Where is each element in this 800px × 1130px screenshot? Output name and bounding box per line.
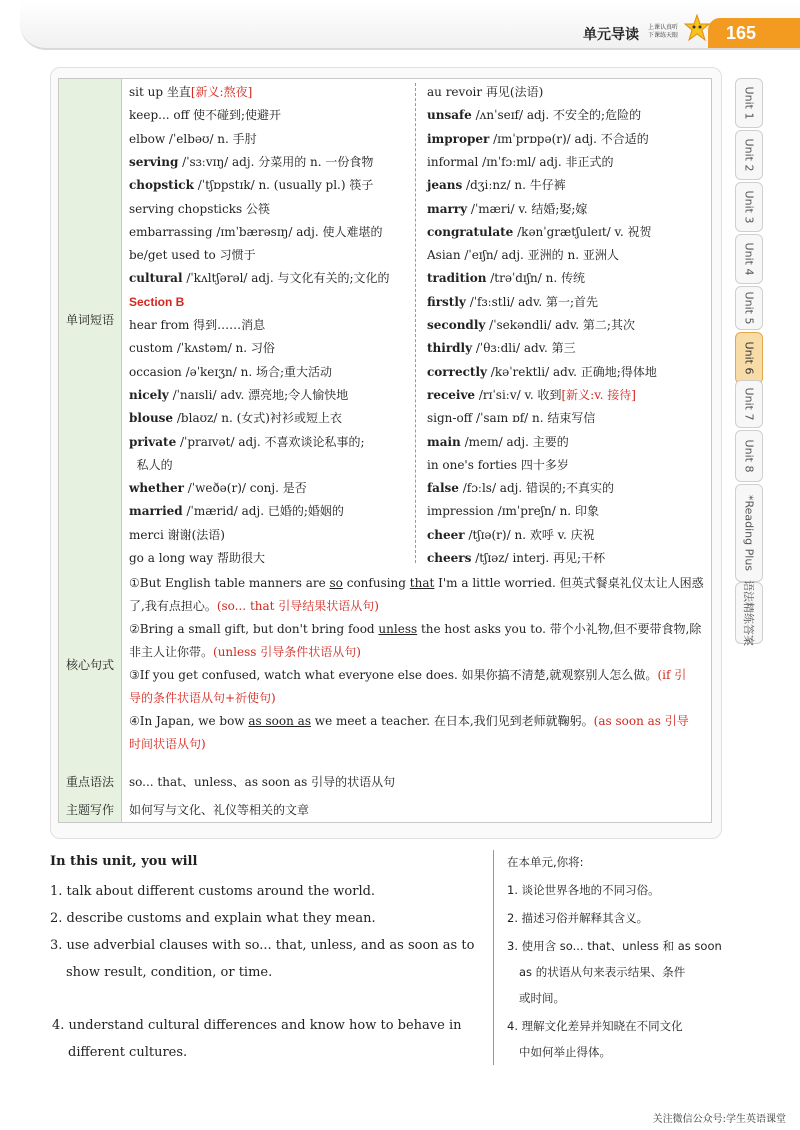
vocab-entry [427, 551, 605, 565]
entry-text: serving chopsticks 公筷 [129, 201, 270, 216]
entry-text: /ˈfɜːstli/ adv. 第一;首先 [465, 294, 599, 309]
entry-text: 私人的 [136, 457, 173, 472]
goal-item: 1. talk about different customs around the world. [50, 884, 376, 899]
entry-text: /ˈmærid/ adj. 已婚的;婚姻的 [182, 504, 344, 519]
vocab-entry [427, 341, 576, 355]
goal-item: 4. understand cultural differences and know how to behave in [52, 1018, 462, 1033]
vocab-entry [427, 178, 566, 192]
section-label-cell [59, 766, 122, 794]
entry-text: /tʃɪə(r)/ n. 欢呼 v. 庆祝 [464, 527, 595, 542]
vocab-entry [129, 202, 270, 216]
vocab-entry [427, 458, 569, 472]
sentence-segment: so [329, 576, 343, 590]
entry-text: /ˈpraɪvət/ adj. 不喜欢谈论私事的; [176, 434, 365, 449]
tab-unit[interactable] [735, 286, 763, 330]
motto-line: 下课练天眼 [648, 32, 679, 39]
entry-text: /kənˈgrætʃuleɪt/ v. 祝贺 [513, 224, 652, 239]
entry-headword: private [129, 434, 177, 449]
tab-label: 语法精练答案 [742, 580, 755, 646]
vocab-entry [427, 202, 587, 216]
sentence-segment: that [409, 576, 435, 590]
entry-headword: secondly [427, 318, 486, 332]
vocab-entry [129, 481, 307, 495]
vocab-entry [427, 435, 569, 449]
entry-text: /fɔːls/ adj. 错误的;不真实的 [458, 481, 615, 496]
entry-headword: marry [427, 201, 468, 216]
sentence-segment: 了,我有点担心。 [129, 599, 217, 613]
sentence-line [129, 576, 704, 590]
entry-headword: cultural [129, 271, 183, 286]
vocab-entry [427, 85, 543, 99]
sentence-line [129, 668, 686, 682]
vocab-entry [427, 132, 649, 146]
goal-item: 2. describe customs and explain what they mean. [50, 911, 376, 926]
entry-headword: unsafe [427, 108, 472, 123]
vocab-entry [129, 85, 252, 99]
vocab-entry [129, 551, 265, 565]
tab-unit[interactable] [735, 380, 763, 428]
sentence-line [129, 691, 276, 705]
goals-heading-cn: 在本单元,你将: [507, 855, 584, 869]
vocab-entry [427, 528, 595, 542]
footer-note: 关注微信公众号:学生英语课堂 [652, 1114, 786, 1125]
goal-item: different cultures. [68, 1045, 188, 1060]
tab-label: Unit 7 [742, 387, 756, 421]
entry-headword: blouse [129, 411, 174, 426]
grammar-text: so... that、unless、as soon as 引导的状语从句 [129, 775, 396, 789]
entry-headword: jeans [427, 178, 463, 193]
vocab-entry [427, 155, 614, 169]
section-title: 单元导读 [583, 27, 639, 43]
entry-headword: thirdly [427, 341, 473, 356]
entry-text: informal /ɪnˈfɔːml/ adj. 非正式的 [427, 154, 614, 169]
sentence-line [129, 737, 206, 751]
entry-text: go a long way 帮助很大 [129, 551, 265, 565]
goal-item-cn: 中如何举止得体。 [519, 1045, 611, 1059]
sentence-segment: as soon as [248, 714, 311, 728]
tab-label: Unit 4 [742, 242, 756, 276]
entry-headword: cheer [427, 527, 465, 542]
tab-unit[interactable] [735, 484, 763, 582]
entry-headword: whether [129, 481, 184, 496]
entry-headword: false [427, 481, 459, 496]
vocab-entry [129, 155, 373, 169]
entry-text: /ˈtʃɒpstɪk/ n. (usually pl.) 筷子 [193, 178, 374, 193]
entry-text: occasion /əˈkeɪʒn/ n. 场合;重大活动 [129, 364, 332, 379]
vocab-entry [129, 435, 365, 449]
entry-text: /ˈmæri/ v. 结婚;娶;嫁 [467, 201, 588, 216]
entry-text: be/get used to 习惯于 [129, 248, 256, 263]
goal-item-cn: 1. 谈论世界各地的不同习俗。 [507, 883, 660, 897]
entry-text: /trəˈdɪʃn/ n. 传统 [486, 271, 585, 286]
sentence-segment: we meet a teacher. 在日本,我们见到老师就鞠躬。 [310, 714, 594, 728]
core-sentences-section [58, 568, 712, 767]
vocab-entry [129, 528, 225, 542]
vocab-entry [129, 388, 348, 402]
entry-headword: improper [427, 131, 490, 146]
entry-indent [129, 458, 137, 472]
sentence-segment: ④In Japan, we bow [129, 714, 249, 728]
tab-label: Unit 6 [742, 341, 756, 375]
vocab-entry [129, 365, 332, 379]
vocab-entry [129, 295, 184, 309]
entry-text: /blaʊz/ n. (女式)衬衫或短上衣 [173, 411, 342, 426]
sentence-segment: ③If you get confused, watch what everyone else does. 如果你搞不清楚,就观察别人怎么做。 [129, 668, 658, 682]
sentence-segment: (so... that 引导结果状语从句) [216, 599, 379, 613]
tab-label: Unit 5 [742, 291, 756, 325]
vocab-entry [427, 271, 585, 285]
goals-heading: In this unit, you will [50, 854, 198, 869]
vocabulary-section [58, 78, 712, 570]
sentence-segment: 非主人让你带。 [129, 645, 214, 659]
entry-text: /dʒiːnz/ n. 牛仔裤 [462, 178, 566, 193]
sentence-segment: (unless 引导条件状语从句) [213, 645, 361, 659]
entry-note: [新义:v. 接待] [561, 387, 636, 402]
tab-label: Unit 2 [742, 138, 756, 172]
goal-item-cn: 4. 理解文化差异并知晓在不同文化 [507, 1019, 683, 1033]
entry-text: /ˈsɜːvɪŋ/ adj. 分菜用的 n. 一份食物 [178, 154, 374, 169]
tab-unit[interactable] [735, 182, 763, 232]
entry-text: keep... off 使不碰到;使避开 [129, 108, 282, 123]
entry-note: Section B [129, 294, 185, 309]
sentence-segment: the host asks you to. 带个小礼物,但不要带食物,除 [417, 622, 702, 636]
goal-item: show result, condition, or time. [66, 965, 273, 980]
section-label-cell [59, 79, 122, 569]
entry-headword: nicely [129, 387, 169, 402]
vocab-entry [129, 271, 390, 285]
vocab-entry [129, 341, 275, 355]
vocab-entry [129, 108, 281, 122]
entry-text: /ʌnˈseɪf/ adj. 不安全的;危险的 [471, 108, 642, 123]
tab-label: Unit 1 [742, 86, 756, 120]
sentence-segment: ①But English table manners are [129, 576, 330, 590]
entry-text: /rɪˈsiːv/ v. 收到 [475, 387, 562, 402]
tab-unit[interactable] [735, 130, 763, 180]
entry-text: /ˈkʌltʃərəl/ adj. 与文化有关的;文化的 [182, 271, 390, 286]
vocab-entry [427, 225, 652, 239]
sentence-line [129, 599, 379, 613]
entry-headword: congratulate [427, 224, 514, 239]
entry-text: in one's forties 四十多岁 [427, 457, 569, 472]
goal-item-cn: 或时间。 [519, 991, 565, 1005]
entry-headword: correctly [427, 364, 487, 379]
entry-text: sign-off /ˈsaɪn ɒf/ n. 结束写信 [427, 411, 596, 426]
entry-text: /ˈweðə(r)/ conj. 是否 [183, 481, 307, 496]
entry-text: Asian /ˈeɪʃn/ adj. 亚洲的 n. 亚洲人 [427, 248, 619, 263]
goal-item-cn: 2. 描述习俗并解释其含义。 [507, 911, 649, 925]
vocab-entry [129, 132, 257, 146]
entry-headword: married [129, 504, 183, 519]
page-header [0, 0, 800, 62]
entry-text: merci 谢谢(法语) [129, 527, 225, 542]
vocab-entry [427, 318, 635, 332]
entry-text: elbow /ˈelbəʊ/ n. 手肘 [129, 131, 257, 146]
vocab-entry [427, 504, 599, 518]
vocab-label: 单词短语 [65, 313, 114, 327]
goal-item-cn: as 的状语从句来表示结果、条件 [519, 965, 686, 979]
page-number: 165 [708, 18, 800, 48]
tab-label: *Reading Plus [742, 494, 756, 572]
tab-label: Unit 3 [742, 190, 756, 224]
tab-unit[interactable] [735, 582, 763, 644]
goal-item-cn: 3. 使用含 so... that、unless 和 as soon [507, 939, 722, 953]
entry-headword: main [427, 434, 461, 449]
header-bar [20, 0, 800, 50]
header-motto [648, 24, 678, 40]
entry-text: hear from 得到……消息 [129, 318, 266, 332]
vocab-entry [427, 248, 619, 262]
sentence-line [129, 714, 689, 728]
entry-text: /kəˈrektli/ adv. 正确地;得体地 [486, 364, 657, 379]
grammar-label: 重点语法 [65, 775, 114, 789]
grammar-row [58, 766, 712, 795]
entry-text: /ɪmˈprɒpə(r)/ adj. 不合适的 [489, 131, 649, 146]
entry-text: custom /ˈkʌstəm/ n. 习俗 [129, 341, 275, 356]
entry-headword: serving [129, 154, 179, 169]
vocab-entry [427, 108, 641, 122]
entry-headword: cheers [427, 551, 472, 565]
writing-row [58, 794, 712, 823]
entry-text: /ˈnaɪsli/ adv. 漂亮地;令人愉快地 [168, 387, 349, 402]
vocab-entry [129, 225, 382, 239]
sentence-segment: (as soon as 引导 [593, 714, 689, 728]
goal-item: 3. use adverbial clauses with so... that, unless, and as soon as to [50, 938, 475, 953]
entry-text: sit up 坐直 [129, 85, 191, 99]
sentence-segment: (if 引 [657, 668, 687, 682]
entry-text: au revoir 再见(法语) [427, 85, 544, 99]
sentence-segment: unless [378, 622, 418, 636]
entry-note: [新义:熬夜] [190, 85, 253, 99]
motto-line: 上课认真听 [648, 24, 679, 31]
sentence-segment: ②Bring a small gift, but don't bring food [129, 622, 379, 636]
vocab-entry [427, 388, 636, 402]
vocab-entry [427, 411, 595, 425]
vocab-entry [129, 411, 342, 425]
star-mascot-icon [684, 14, 710, 44]
vocab-entry [427, 295, 598, 309]
entry-text: /tʃɪəz/ interj. 再见;干杯 [471, 551, 606, 565]
vocab-entry [129, 318, 265, 332]
entry-headword: chopstick [129, 178, 194, 193]
writing-label: 主题写作 [65, 803, 114, 817]
tab-unit[interactable] [735, 234, 763, 284]
entry-headword: receive [427, 387, 476, 402]
entry-headword: firstly [427, 294, 466, 309]
goals-divider [493, 850, 494, 1065]
tab-unit[interactable] [735, 430, 763, 482]
sentence-segment: 导的条件状语从句+祈使句) [129, 691, 276, 705]
sentence-segment: 时间状语从句) [129, 737, 206, 751]
entry-text: /ˈθɜːdli/ adv. 第三 [472, 341, 576, 356]
section-label-cell [59, 568, 122, 766]
vocab-entry [129, 504, 344, 518]
entry-headword: tradition [427, 271, 487, 286]
writing-text: 如何写与文化、礼仪等相关的文章 [129, 803, 310, 817]
vocab-entry [427, 365, 657, 379]
sentence-line [129, 622, 701, 636]
vocab-entry [427, 481, 614, 495]
sentence-segment: confusing [342, 576, 410, 590]
vocab-entry [129, 178, 373, 192]
entry-text: /meɪn/ adj. 主要的 [460, 434, 569, 449]
tab-label: Unit 8 [742, 439, 756, 473]
entry-text: impression /ɪmˈpreʃn/ n. 印象 [427, 504, 599, 519]
entry-text: embarrassing /ɪmˈbærəsɪŋ/ adj. 使人难堪的 [129, 224, 383, 239]
column-divider [415, 83, 416, 563]
sentence-line [129, 645, 361, 659]
tab-unit[interactable] [735, 332, 763, 384]
section-label-cell [59, 794, 122, 822]
tab-unit[interactable] [735, 78, 763, 128]
vocab-entry [129, 248, 256, 262]
sentences-label: 核心句式 [65, 658, 114, 672]
entry-text: /ˈsekəndli/ adv. 第二;其次 [485, 318, 635, 332]
sentence-segment: I'm a little worried. 但英式餐桌礼仪太让人困惑 [434, 576, 704, 590]
vocab-entry [129, 458, 173, 472]
